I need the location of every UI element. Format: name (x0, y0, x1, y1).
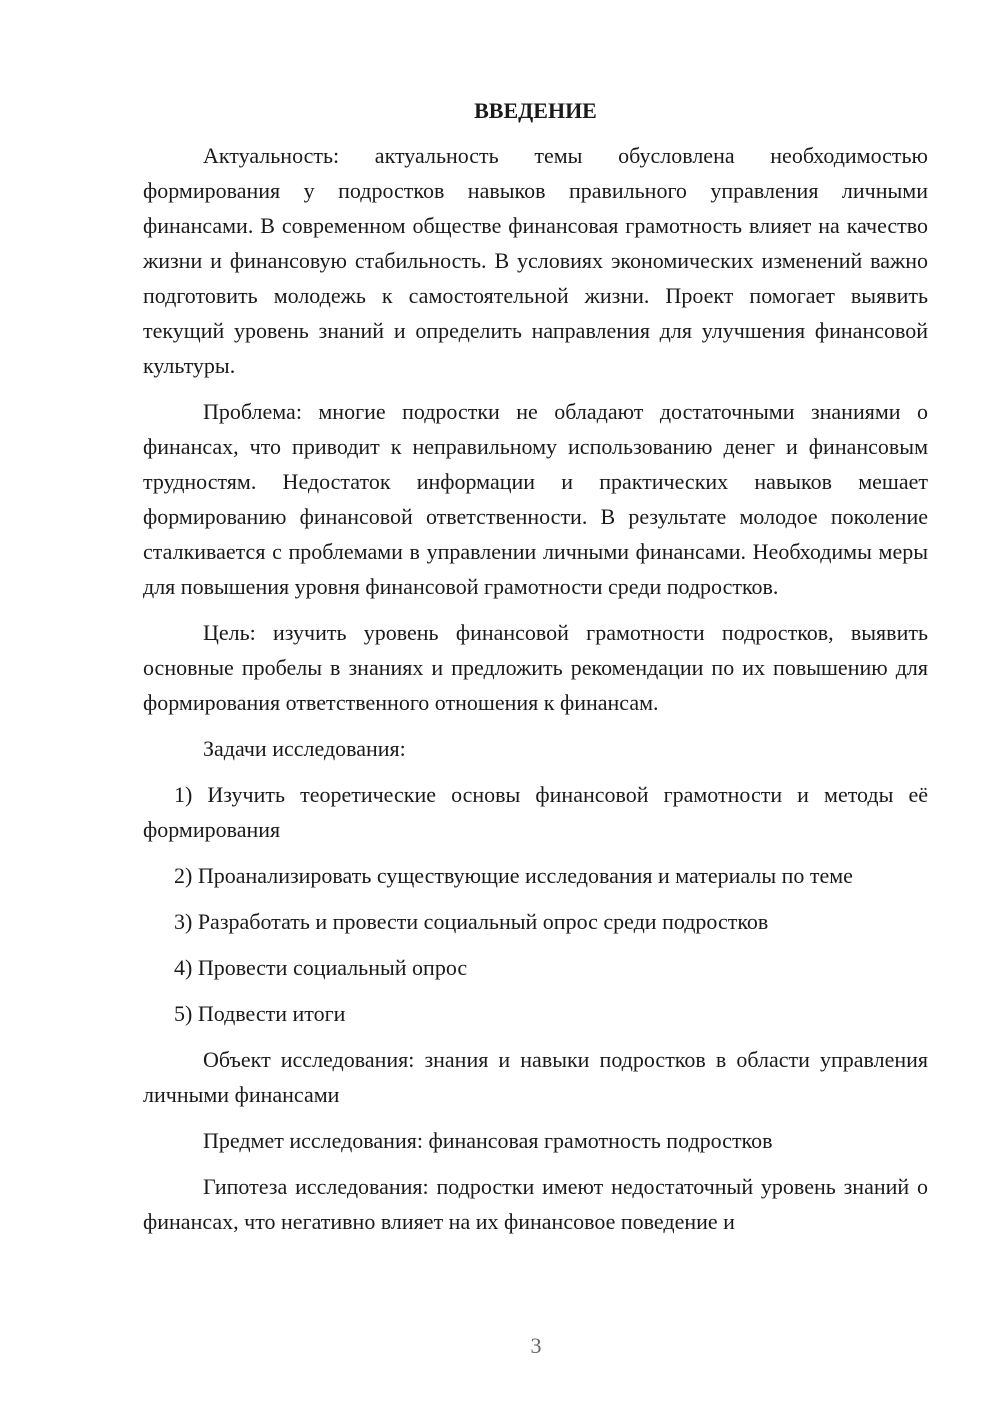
task-item: 2) Проанализировать существующие исследования и материалы по теме (174, 863, 853, 888)
task-item: 1) Изучить теоретические основы финансовой грамотности и методы её формирования (143, 782, 928, 842)
subject-paragraph: Предмет исследования: финансовая грамотность подростков (203, 1128, 773, 1153)
relevance-paragraph: Актуальность: актуальность темы обусловлена необходимостью формирования у подростков навыков правильного управления личными финансами. В современном обществе финансовая грамотность влияет на качество жизни и финансовую стабильность. В условиях экономических изменений важно подготовить молодежь к самостоятельной жизни. Проект помогает выявить текущий уровень знаний и определить направления для улучшения финансовой культуры. (143, 143, 928, 378)
task-item: 5) Подвести итоги (174, 1001, 346, 1026)
task-item: 4) Провести социальный опрос (174, 955, 468, 980)
page-title: ВВЕДЕНИЕ (474, 98, 597, 123)
object-paragraph: Объект исследования: знания и навыки подростков в области управления личными финансами (143, 1047, 928, 1107)
tasks-heading: Задачи исследования: (203, 736, 406, 761)
problem-paragraph: Проблема: многие подростки не обладают достаточными знаниями о финансах, что приводит к неправильному использованию денег и финансовым трудностям. Недостаток информации и практических навыков мешает формированию финансовой ответственности. В результате молодое поколение сталкивается с проблемами в управлении личными финансами. Необходимы меры для повышения уровня финансовой грамотности среди подростков. (143, 399, 928, 599)
hypothesis-paragraph: Гипотеза исследования: подростки имеют недостаточный уровень знаний о финансах, что негативно влияет на их финансовое поведение и (143, 1174, 928, 1234)
page-content (143, 96, 928, 1250)
task-item: 3) Разработать и провести социальный опрос среди подростков (174, 909, 769, 934)
goal-paragraph: Цель: изучить уровень финансовой грамотности подростков, выявить основные пробелы в знаниях и предложить рекомендации по их повышению для формирования ответственного отношения к финансам. (143, 620, 928, 715)
page-number: 3 (530, 1333, 542, 1358)
